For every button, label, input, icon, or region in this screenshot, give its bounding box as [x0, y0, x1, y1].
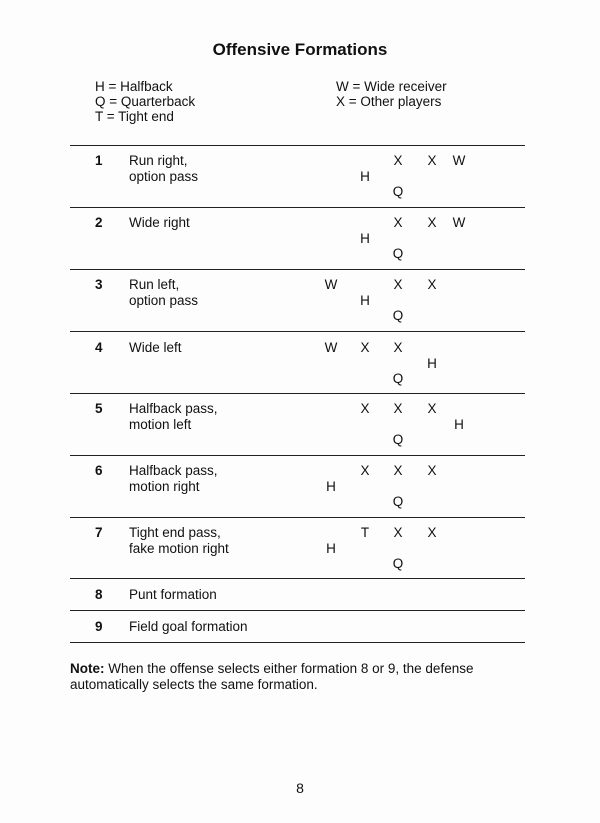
- formation-description-line: Field goal formation: [129, 619, 248, 634]
- player-marker: H: [326, 479, 336, 494]
- formation-description-line: Run right,: [129, 153, 188, 168]
- formation-description-line: fake motion right: [129, 541, 229, 556]
- formation-description-line: Run left,: [129, 277, 180, 292]
- formation-description-line: motion left: [129, 417, 192, 432]
- formation-description-line: option pass: [129, 293, 199, 308]
- player-marker: X: [427, 153, 437, 168]
- formation-description-line: option pass: [129, 169, 199, 184]
- player-marker: T: [360, 525, 370, 540]
- formation-number: 1: [95, 153, 103, 168]
- table-rule: [70, 578, 525, 579]
- formation-description-line: Halfback pass,: [129, 401, 218, 416]
- player-marker: X: [393, 277, 403, 292]
- formation-description: [129, 401, 218, 433]
- formation-description: [129, 525, 229, 557]
- table-rule: [70, 145, 525, 146]
- player-marker: X: [360, 463, 370, 478]
- formation-description: [129, 463, 218, 495]
- legend-quarterback: Q = Quarterback: [95, 94, 196, 109]
- page-title: Offensive Formations: [212, 40, 388, 59]
- formation-number: 4: [95, 340, 103, 355]
- legend-halfback: H = Halfback: [95, 79, 173, 94]
- player-marker: X: [393, 401, 403, 416]
- player-marker: W: [324, 340, 338, 355]
- table-rule: [70, 517, 525, 518]
- formation-description: [129, 619, 248, 635]
- formation-description: [129, 215, 190, 231]
- formation-description: [129, 340, 182, 356]
- formation-number: 9: [95, 619, 103, 634]
- formation-description-line: Halfback pass,: [129, 463, 218, 478]
- table-rule: [70, 642, 525, 643]
- player-marker: W: [452, 215, 466, 230]
- formation-number: 6: [95, 463, 103, 478]
- player-marker: X: [393, 340, 403, 355]
- player-marker: W: [452, 153, 466, 168]
- table-rule: [70, 455, 525, 456]
- player-marker: Q: [392, 432, 404, 447]
- legend-tight-end: T = Tight end: [95, 109, 174, 124]
- player-marker: Q: [392, 371, 404, 386]
- player-marker: X: [360, 401, 370, 416]
- player-marker: X: [427, 401, 437, 416]
- formation-description-line: Wide right: [129, 215, 190, 230]
- player-marker: X: [427, 463, 437, 478]
- legend-other-players: X = Other players: [336, 94, 442, 109]
- player-marker: H: [326, 541, 336, 556]
- player-marker: H: [360, 293, 370, 308]
- player-marker: Q: [392, 184, 404, 199]
- formation-description: [129, 153, 198, 185]
- formation-number: 5: [95, 401, 103, 416]
- table-rule: [70, 269, 525, 270]
- player-marker: X: [427, 525, 437, 540]
- player-marker: X: [393, 215, 403, 230]
- legend-wide-receiver: W = Wide receiver: [336, 79, 447, 94]
- note: [70, 661, 540, 693]
- player-marker: H: [427, 356, 437, 371]
- player-marker: X: [427, 277, 437, 292]
- page-number: 8: [296, 780, 304, 796]
- note-text: When the offense selects either formation 8 or 9, the defense automatically selects the same formation.: [70, 661, 474, 692]
- formation-description-line: Tight end pass,: [129, 525, 221, 540]
- formation-number: 7: [95, 525, 103, 540]
- formation-description: [129, 277, 198, 309]
- player-marker: X: [393, 463, 403, 478]
- formation-description-line: motion right: [129, 479, 200, 494]
- player-marker: Q: [392, 308, 404, 323]
- formation-number: 3: [95, 277, 103, 292]
- player-marker: H: [454, 417, 464, 432]
- formation-number: 2: [95, 215, 103, 230]
- player-marker: Q: [392, 494, 404, 509]
- player-marker: Q: [392, 246, 404, 261]
- table-rule: [70, 331, 525, 332]
- formation-description: [129, 587, 217, 603]
- player-marker: X: [360, 340, 370, 355]
- formation-description-line: Punt formation: [129, 587, 217, 602]
- player-marker: H: [360, 231, 370, 246]
- player-marker: X: [393, 153, 403, 168]
- table-rule: [70, 393, 525, 394]
- formation-number: 8: [95, 587, 103, 602]
- note-label: Note:: [70, 661, 105, 676]
- player-marker: X: [393, 525, 403, 540]
- formation-description-line: Wide left: [129, 340, 182, 355]
- table-rule: [70, 207, 525, 208]
- player-marker: X: [427, 215, 437, 230]
- table-rule: [70, 610, 525, 611]
- player-marker: Q: [392, 556, 404, 571]
- player-marker: W: [324, 277, 338, 292]
- player-marker: H: [360, 169, 370, 184]
